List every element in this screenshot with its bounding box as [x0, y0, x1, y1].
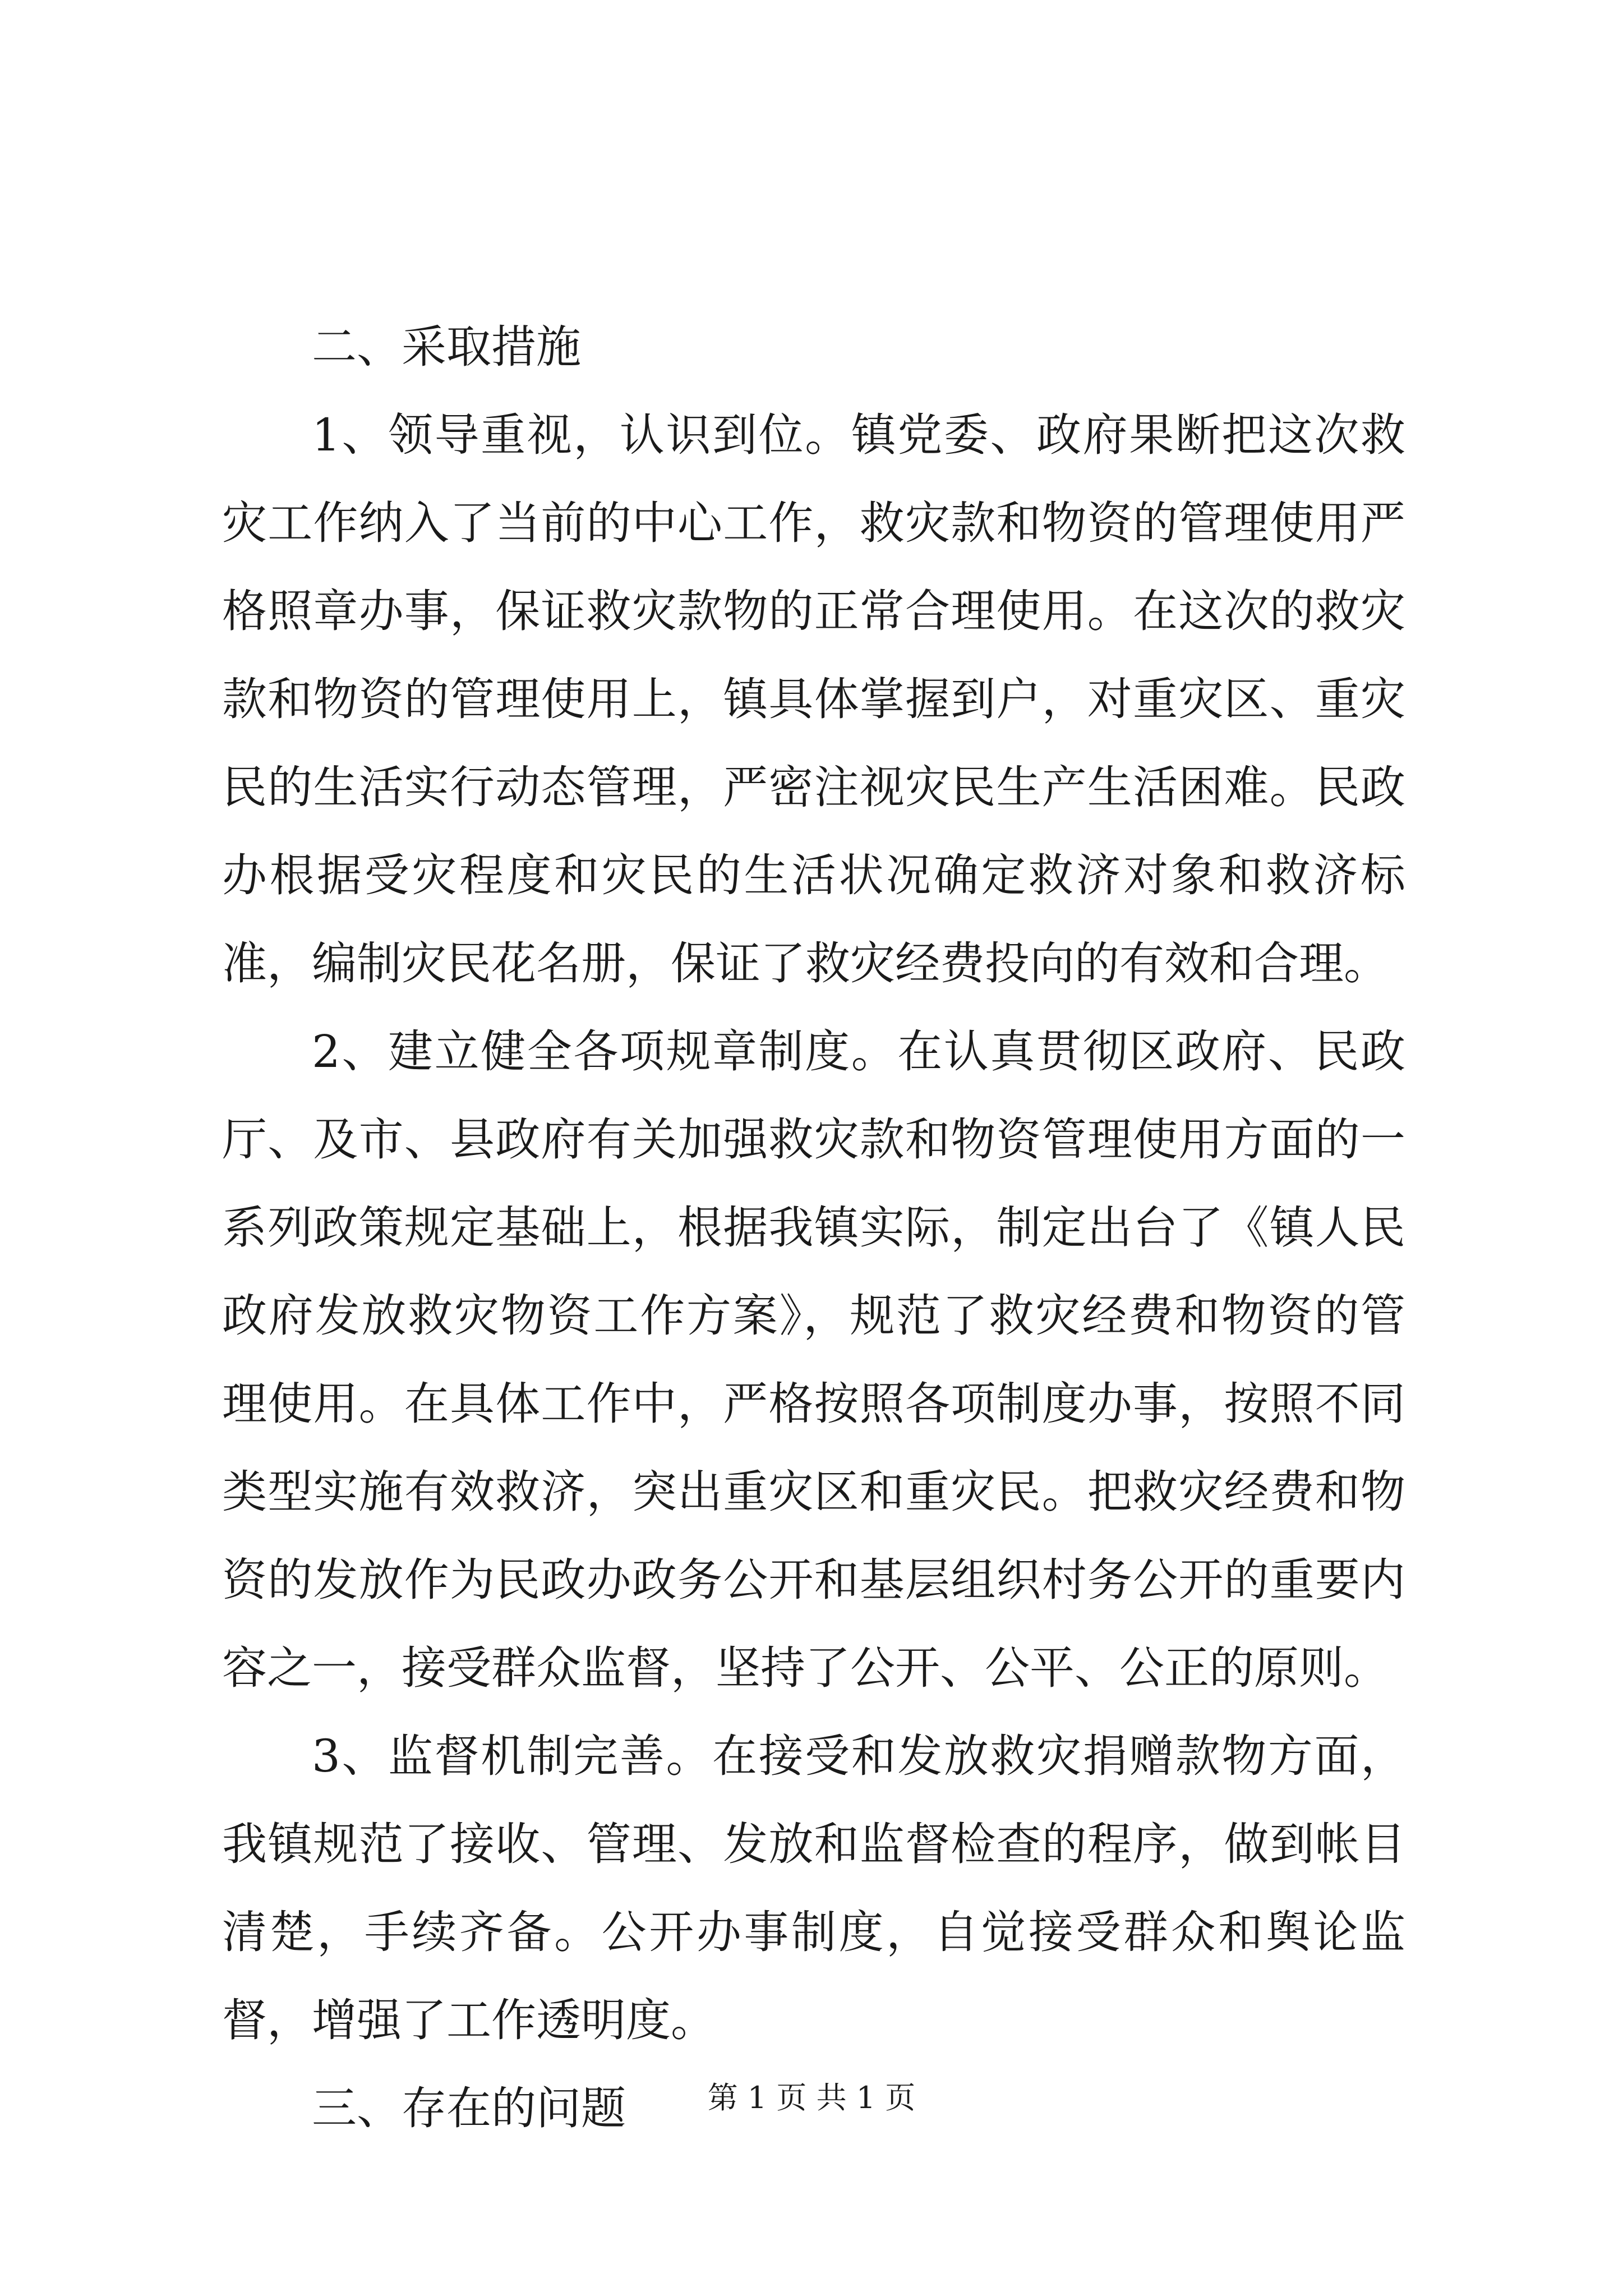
paragraph-regulations: 2、建立健全各项规章制度。在认真贯彻区政府、民政厅、及市、县政府有关加强救灾款和物资管理使用方面的一系列政策规定基础上，根据我镇实际，制定出台了《镇人民政府发放救灾物资工作方案》，规范了救灾经费和物资的管理使用。在具体工作中，严格按照各项制度办事，按照不同类型实施有效救济，突出重灾区和重灾民。把救灾经费和物资的发放作为民政办政务公开和基层组织村务公开的重要内容之一，接受群众监督，坚持了公开、公平、公正的原则。 — [222, 1025, 1405, 1694]
paragraph-leadership: 1、领导重视，认识到位。镇党委、政府果断把这次救灾工作纳入了当前的中心工作，救灾款和物资的管理使用严格照章办事，保证救灾款物的正常合理使用。在这次的救灾款和物资的管理使用上，镇具体掌握到户，对重灾区、重灾民的生活实行动态管理，严密注视灾民生产生活困难。民政办根据受灾程度和灾民的生活状况确定救济对象和救济标准，编制灾民花名册，保证了救灾经费投向的有效和合理。 — [222, 409, 1405, 990]
paragraph-supervision: 3、监督机制完善。在接受和发放救灾捐赠款物方面，我镇规范了接收、管理、发放和监督检查的程序，做到帐目清楚，手续齐备。公开办事制度，自觉接受群众和舆论监督，增强了工作透明度。 — [222, 1730, 1405, 2046]
document-body — [222, 303, 1405, 2152]
page-footer: 第 1 页 共 1 页 — [707, 2080, 916, 2115]
section-heading-problems: 三、存在的问题 — [312, 2082, 626, 2134]
section-heading-measures: 二、采取措施 — [312, 321, 581, 373]
